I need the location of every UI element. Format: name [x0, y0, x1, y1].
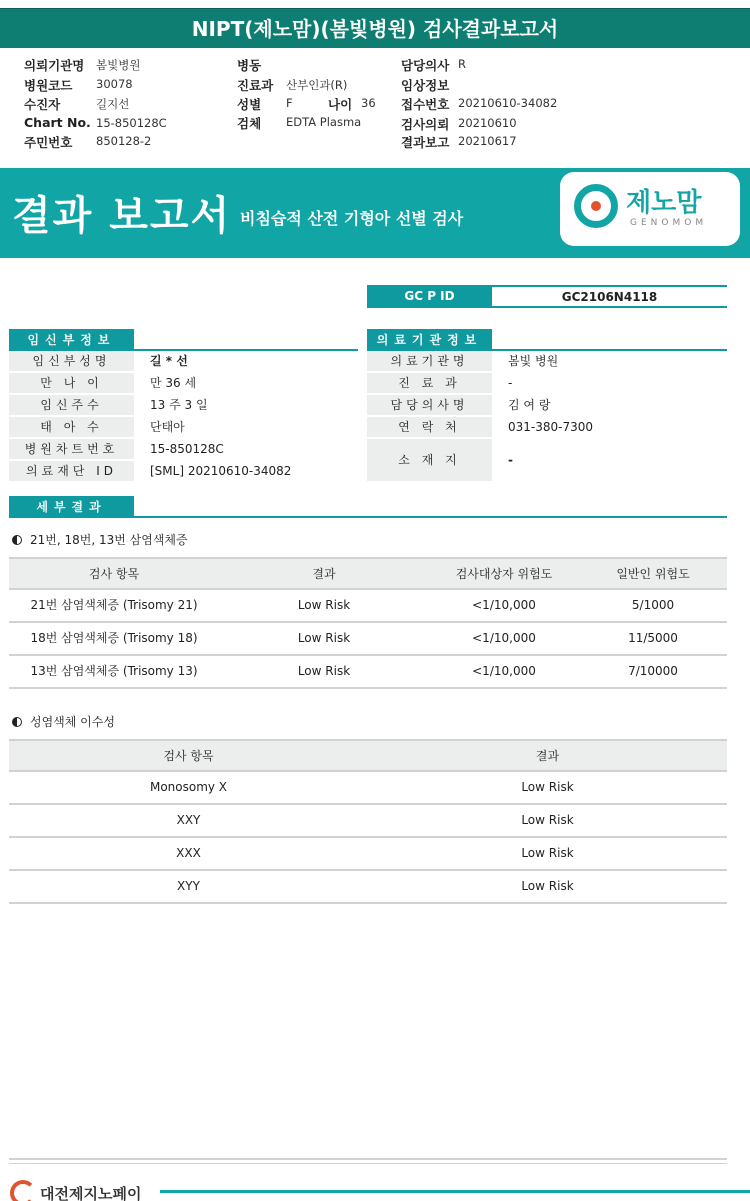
- info-value: 13 주 3 일: [150, 398, 208, 412]
- info-row: [9, 439, 358, 461]
- table-cell: XXX: [176, 846, 201, 860]
- header-label: 검사의뢰: [401, 117, 450, 132]
- info-row: [367, 439, 727, 483]
- info-label: 진 료 과: [367, 373, 492, 394]
- sex-chromosome-heading-text: 성염색체 이수성: [30, 715, 115, 729]
- banner-subtitle: 비침습적 산전 기형아 선별 검사: [240, 209, 464, 228]
- table-row: [9, 590, 727, 623]
- header-value: 30078: [96, 77, 133, 91]
- header-value: 20210610: [458, 116, 517, 130]
- column-header: 검사 항목: [163, 749, 214, 763]
- table-cell: <1/10,000: [472, 598, 536, 612]
- column-header: 검사대상자 위험도: [455, 567, 553, 581]
- detail-section-title: 세부결과: [9, 496, 134, 518]
- info-row: [9, 417, 358, 439]
- trisomy-table: [9, 557, 727, 690]
- info-label: 의료기관명: [367, 351, 492, 372]
- info-value: 단태아: [150, 420, 185, 434]
- info-value: -: [508, 453, 513, 467]
- info-label: 태 아 수: [9, 417, 134, 438]
- table-cell: 7/10000: [628, 664, 678, 678]
- info-row: [367, 351, 727, 373]
- table-cell: 18번 삼염색체증 (Trisomy 18): [30, 631, 198, 645]
- half-circle-icon: [12, 717, 22, 727]
- table-header-row: [9, 557, 727, 590]
- header-value: 15-850128C: [96, 116, 167, 130]
- info-row: [367, 417, 727, 439]
- sex-chromosome-heading: [12, 713, 115, 730]
- header-value: 20210610-34082: [458, 96, 558, 110]
- table-cell: XXY: [176, 813, 201, 827]
- table-cell: Low Risk: [521, 780, 574, 794]
- header-value: R: [458, 57, 466, 71]
- column-header: 일반인 위험도: [616, 567, 690, 581]
- trisomy-heading-text: 21번, 18번, 13번 삼염색체증: [30, 533, 188, 547]
- header-label: 성별: [237, 97, 262, 112]
- header-label: 검체: [237, 116, 262, 131]
- footer-logo-icon: [10, 1180, 36, 1201]
- column-header: 검사 항목: [88, 567, 140, 581]
- info-label: 의료재단 ID: [9, 461, 134, 482]
- table-row: [9, 623, 727, 656]
- patient-section-title: 임신부정보: [9, 329, 134, 351]
- half-circle-icon: [12, 535, 22, 545]
- info-value: 15-850128C: [150, 442, 224, 456]
- info-label: 임신부성명: [9, 351, 134, 372]
- footer-divider: [9, 1158, 727, 1160]
- table-cell: Low Risk: [297, 631, 351, 645]
- info-label: 담당의사명: [367, 395, 492, 416]
- table-row: [9, 871, 727, 904]
- info-label: 소 재 지: [367, 439, 492, 482]
- table-row: [9, 805, 727, 838]
- table-cell: XYY: [177, 879, 200, 893]
- info-row: [9, 373, 358, 395]
- table-cell: 11/5000: [628, 631, 678, 645]
- header-label: 결과보고: [401, 135, 450, 150]
- info-value: 만 36 세: [150, 376, 197, 390]
- trisomy-heading: [12, 531, 188, 548]
- logo-subtext: GENOMOM: [630, 218, 708, 228]
- table-cell: Low Risk: [521, 813, 574, 827]
- report-header: [0, 56, 750, 156]
- hospital-info-table: [367, 351, 727, 483]
- section-divider: [9, 516, 727, 518]
- info-label: 연 락 처: [367, 417, 492, 438]
- info-value: -: [508, 376, 513, 390]
- header-label: 병동: [237, 58, 262, 73]
- age-label: 나이: [328, 97, 353, 112]
- patient-info-table: [9, 351, 358, 483]
- header-label: Chart No.: [24, 115, 91, 130]
- header-value: EDTA Plasma: [286, 115, 362, 129]
- header-label: 진료과: [237, 78, 274, 93]
- header-label: 수진자: [24, 97, 61, 112]
- table-cell: Monosomy X: [149, 780, 228, 794]
- logo-mark-icon: [574, 184, 618, 228]
- table-cell: Low Risk: [297, 598, 351, 612]
- table-header-row: [9, 739, 727, 772]
- header-value: 봄빛병원: [96, 58, 141, 72]
- header-value: 산부인과(R): [286, 78, 348, 92]
- table-cell: Low Risk: [521, 846, 574, 860]
- banner-title: 결과 보고서: [12, 193, 232, 239]
- gcp-id-label: GC P ID: [367, 285, 492, 308]
- column-header: 결과: [312, 567, 336, 581]
- header-label: 의뢰기관명: [24, 58, 85, 73]
- info-value: 김 여 랑: [508, 398, 551, 412]
- info-label: 병원차트번호: [9, 439, 134, 460]
- genomom-logo: [560, 172, 740, 246]
- header-label: 접수번호: [401, 97, 450, 112]
- table-row: [9, 838, 727, 871]
- column-header: 결과: [535, 749, 560, 763]
- info-row: [367, 395, 727, 417]
- table-row: [9, 772, 727, 805]
- info-label: 만 나 이: [9, 373, 134, 394]
- header-label: 주민번호: [24, 135, 73, 150]
- gcp-id-value: GC2106N4118: [492, 285, 727, 308]
- footer-bar: [160, 1190, 750, 1193]
- header-label: 병원코드: [24, 78, 73, 93]
- table-cell: <1/10,000: [472, 664, 536, 678]
- info-value: 봄빛 병원: [508, 354, 559, 368]
- info-value: [SML] 20210610-34082: [150, 464, 292, 478]
- table-cell: 13번 삼염색체증 (Trisomy 13): [30, 664, 198, 678]
- logo-text: 제노맘: [626, 188, 702, 218]
- info-label: 임신주수: [9, 395, 134, 416]
- footer-org-name: 대전제지노페이: [40, 1185, 142, 1201]
- info-row: [9, 351, 358, 373]
- sex-chromosome-table: [9, 739, 727, 905]
- header-value: 850128-2: [96, 134, 152, 148]
- info-value: 031-380-7300: [508, 420, 594, 434]
- header-label: 담당의사: [401, 58, 450, 73]
- info-value: 길 * 선: [150, 354, 188, 368]
- footer-divider: [9, 1163, 727, 1164]
- header-label: 임상정보: [401, 78, 450, 93]
- table-cell: <1/10,000: [472, 631, 536, 645]
- header-value: 길지선: [96, 97, 130, 111]
- table-row: [9, 656, 727, 689]
- header-value: F: [286, 96, 293, 110]
- table-cell: Low Risk: [521, 879, 574, 893]
- table-cell: 5/1000: [631, 598, 675, 612]
- info-row: [9, 461, 358, 483]
- age-value: 36: [361, 96, 376, 110]
- report-title: NIPT(제노맘)(봄빛병원) 검사결과보고서: [0, 8, 750, 48]
- table-cell: 21번 삼염색체증 (Trisomy 21): [30, 598, 198, 612]
- table-cell: Low Risk: [297, 664, 351, 678]
- header-value: 20210617: [458, 134, 517, 148]
- info-row: [367, 373, 727, 395]
- report-banner: [0, 168, 750, 258]
- hospital-section-title: 의료기관정보: [367, 329, 492, 351]
- info-row: [9, 395, 358, 417]
